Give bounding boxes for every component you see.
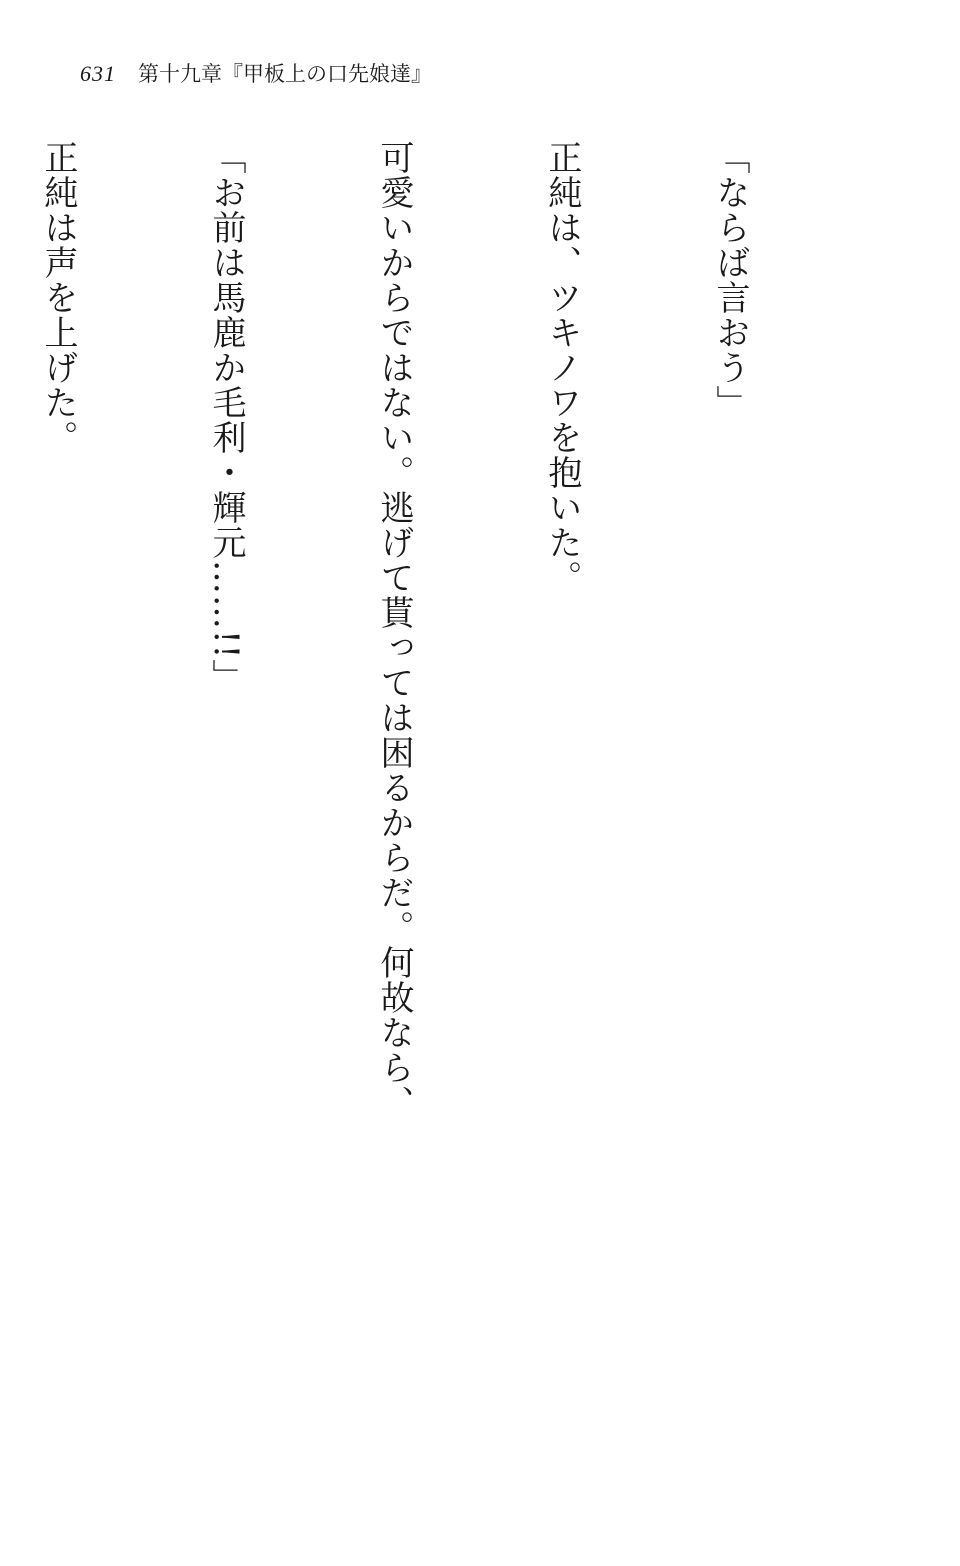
- text-line: 可愛いからではない。逃げて貰っては困るからだ。何故なら、: [374, 140, 414, 1120]
- chapter-title: 第十九章『甲板上の口先娘達』: [138, 62, 432, 86]
- text-line: 「ならば言おう」: [710, 140, 750, 420]
- text-line: 「お前は馬鹿か毛利・輝元……!!」: [206, 140, 246, 695]
- page-number: 631: [80, 61, 116, 86]
- page-header: [80, 58, 432, 86]
- text-line: 正純は声を上げた。: [38, 140, 78, 455]
- body-text: [0, 140, 870, 1280]
- text-line: 正純は、ツキノワを抱いた。: [542, 140, 582, 595]
